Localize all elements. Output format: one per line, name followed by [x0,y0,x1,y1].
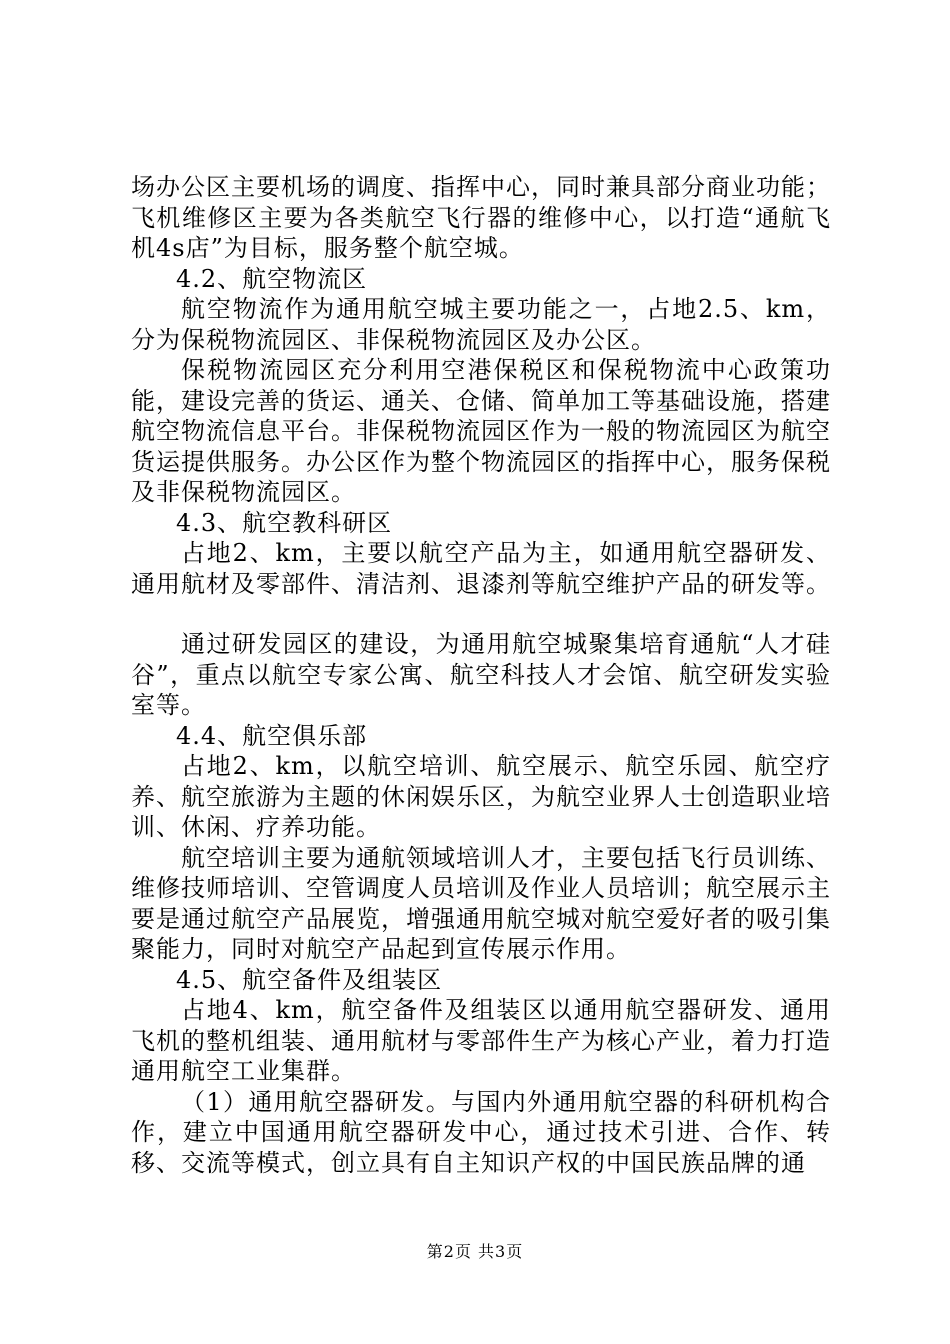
section-heading-4-3: 4.3、航空教科研区 [176,508,393,537]
paragraph: 通过研发园区的建设，为通用航空城聚集培育通航“人才硅谷”，重点以航空专家公寓、航空科技人才会馆、航空研发实验室等。 [131,630,831,719]
paragraph: （1）通用航空器研发。与国内外通用航空器的科研机构合作，建立中国通用航空器研发中心，通过技术引进、合作、转移、交流等模式，创立具有自主知识产权的中国民族品牌的通 [131,1087,831,1177]
paragraph: 占地2、km，主要以航空产品为主，如通用航空器研发、通用航材及零部件、清洁剂、退漆剂等航空维护产品的研发等。 [131,539,831,598]
paragraph: 航空物流作为通用航空城主要功能之一，占地2.5、km，分为保税物流园区、非保税物流园区及办公区。 [131,295,831,354]
paragraph: 占地4、km，航空备件及组装区以通用航空器研发、通用飞机的整机组装、通用航材与零部件生产为核心产业，着力打造通用航空工业集群。 [131,996,831,1085]
document-body [131,172,831,1178]
section-heading-4-5: 4.5、航空备件及组装区 [176,965,443,994]
paragraph-continuation: 场办公区主要机场的调度、指挥中心，同时兼具部分商业功能；飞机维修区主要为各类航空飞行器的维修中心，以打造“通航飞机4s店”为目标，服务整个航空城。 [131,173,831,262]
section-heading-4-4: 4.4、航空俱乐部 [176,721,368,750]
page-footer: 第2页 共3页 [426,1242,524,1261]
paragraph: 保税物流园区充分利用空港保税区和保税物流中心政策功能，建设完善的货运、通关、仓储、简单加工等基础设施，搭建航空物流信息平台。非保税物流园区作为一般的物流园区为航空货运提供服务。办公区作为整个物流园区的指挥中心，服务保税及非保税物流园区。 [131,356,831,506]
section-heading-4-2: 4.2、航空物流区 [176,264,368,293]
paragraph: 占地2、km，以航空培训、航空展示、航空乐园、航空疗养、航空旅游为主题的休闲娱乐区，为航空业界人士创造职业培训、休闲、疗养功能。 [131,752,831,841]
paragraph: 航空培训主要为通航领域培训人才，主要包括飞行员训练、维修技师培训、空管调度人员培训及作业人员培训；航空展示主要是通过航空产品展览，增强通用航空城对航空爱好者的吸引集聚能力，同时对航空产品起到宣传展示作用。 [131,843,831,963]
